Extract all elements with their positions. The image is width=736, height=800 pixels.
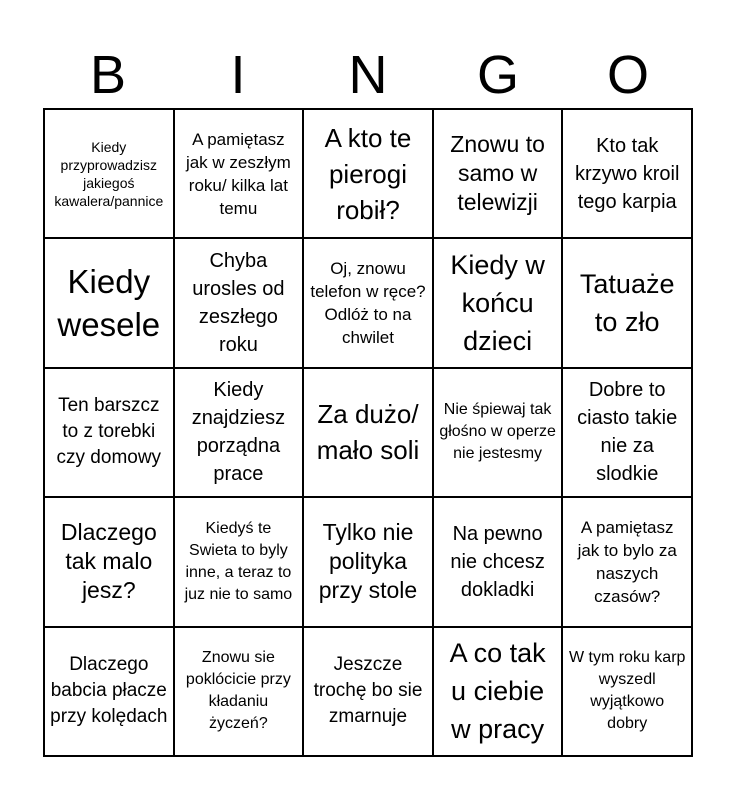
bingo-cell[interactable] [45, 628, 175, 757]
header-letter-o: O [606, 45, 649, 105]
bingo-cell[interactable] [45, 110, 175, 239]
bingo-cell-text: Ten barszcz to z torebki czy domowy [56, 395, 162, 469]
bingo-cell-text: Nie śpiewaj tak głośno w operze nie jestesmy [439, 401, 556, 463]
bingo-cell[interactable] [304, 369, 434, 498]
bingo-cell-text: Znowu to samo w telewizji [450, 131, 545, 216]
bingo-cell[interactable] [434, 110, 564, 239]
bingo-cell-text: A kto te pierogi robił? [324, 122, 412, 225]
bingo-cell[interactable] [304, 110, 434, 239]
bingo-cell[interactable] [175, 628, 305, 757]
bingo-cell-text: Za dużo/ mało soli [316, 399, 420, 466]
bingo-cell-text: Tatuaże to zło [579, 269, 675, 338]
bingo-cell-text: Kiedy znajdziesz porządna prace [191, 379, 286, 486]
bingo-cell[interactable] [175, 239, 305, 368]
bingo-cell-text: Kiedy wesele [57, 263, 161, 344]
bingo-cell[interactable] [434, 628, 564, 757]
bingo-header [43, 42, 693, 108]
bingo-cell[interactable] [175, 369, 305, 498]
bingo-cell-text: Dlaczego babcia płacze przy kolędach [50, 654, 168, 728]
bingo-cell-text: Dobre to ciasto takie nie za slodkie [577, 379, 678, 486]
bingo-cell-text: Na pewno nie chcesz dokladki [450, 522, 545, 601]
bingo-cell-text: Kiedy przyprowadzisz jakiegoś kawalera/pannice [54, 138, 164, 209]
bingo-cell[interactable] [434, 369, 564, 498]
bingo-cell[interactable] [304, 628, 434, 757]
header-letter-i: I [230, 45, 246, 105]
bingo-cell[interactable] [563, 628, 693, 757]
bingo-cell-text: Dlaczego tak malo jesz? [60, 519, 157, 604]
bingo-cell-text: Znowu sie poklócicie przy kładaniu życzeń? [185, 649, 291, 733]
bingo-cell[interactable] [175, 110, 305, 239]
bingo-cell-text: Kiedy w końcu dzieci [450, 250, 545, 357]
bingo-cell[interactable] [45, 498, 175, 627]
bingo-cell[interactable] [304, 498, 434, 627]
bingo-cell-text: W tym roku karp wyszedl wyjątkowo dobry [568, 649, 686, 733]
bingo-cell[interactable] [434, 498, 564, 627]
bingo-cell[interactable] [563, 498, 693, 627]
bingo-cell-text: Kto tak krzywo kroil tego karpia [574, 134, 680, 213]
bingo-cell[interactable] [304, 239, 434, 368]
bingo-cell-text: Chyba urosles od zeszłego roku [192, 250, 285, 357]
bingo-cell[interactable] [563, 239, 693, 368]
bingo-cell[interactable] [434, 239, 564, 368]
bingo-cell-text: A co tak u ciebie w pracy [449, 638, 546, 745]
bingo-cell[interactable] [45, 239, 175, 368]
bingo-cell[interactable] [45, 369, 175, 498]
bingo-cell[interactable] [563, 110, 693, 239]
bingo-cell-text: Kiedyś te Swieta to byly inne, a teraz to juz nie to samo [184, 519, 293, 603]
bingo-cell[interactable] [563, 369, 693, 498]
bingo-board [43, 108, 693, 757]
bingo-cell-text: Tylko nie polityka przy stole [318, 519, 418, 604]
header-letter-n: N [348, 45, 388, 105]
bingo-cell-text: A pamiętasz jak to bylo za naszych czasów? [577, 517, 677, 606]
bingo-cell-text: A pamiętasz jak w zeszłym roku/ kilka lat temu [185, 129, 291, 218]
bingo-cell-text: Oj, znowu telefon w ręce? Odlóż to na chwilet [310, 259, 426, 348]
bingo-cell[interactable] [175, 498, 305, 627]
header-letter-b: B [89, 45, 127, 105]
header-letter-g: G [476, 45, 519, 105]
bingo-cell-text: Jeszcze trochę bo sie zmarnuje [313, 654, 423, 728]
